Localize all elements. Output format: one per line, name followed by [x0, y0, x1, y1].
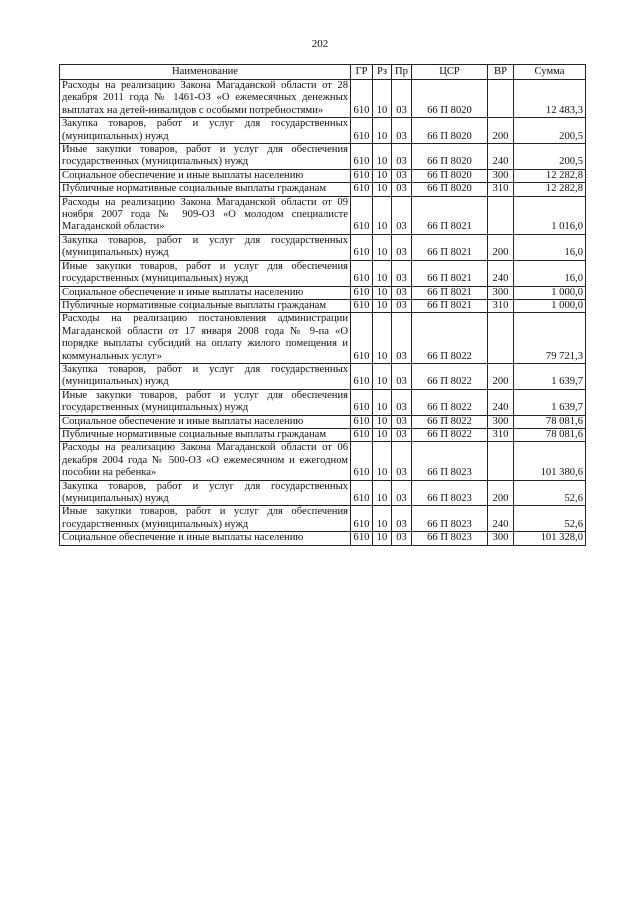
cell-rz: 10	[373, 480, 392, 506]
cell-sum: 101 380,6	[514, 442, 586, 480]
cell-vr: 300	[488, 286, 514, 299]
table-row	[60, 480, 586, 506]
cell-pr: 03	[392, 313, 412, 364]
cell-sum: 79 721,3	[514, 313, 586, 364]
header-rz: Рз	[373, 65, 392, 80]
cell-vr	[488, 80, 514, 118]
table-header-row	[60, 65, 586, 80]
cell-pr: 03	[392, 532, 412, 545]
cell-rz: 10	[373, 80, 392, 118]
cell-gr: 610	[351, 169, 373, 182]
cell-pr: 03	[392, 506, 412, 532]
cell-rz: 10	[373, 169, 392, 182]
cell-vr: 200	[488, 234, 514, 260]
table-row	[60, 313, 586, 364]
cell-csr: 66 П 8023	[412, 532, 488, 545]
cell-pr: 03	[392, 415, 412, 428]
cell-rz: 10	[373, 286, 392, 299]
cell-sum: 78 081,6	[514, 428, 586, 441]
header-vr: ВР	[488, 65, 514, 80]
cell-sum: 200,5	[514, 118, 586, 144]
table-row	[60, 80, 586, 118]
table-row	[60, 196, 586, 234]
table-row	[60, 234, 586, 260]
cell-csr: 66 П 8022	[412, 389, 488, 415]
cell-gr: 610	[351, 234, 373, 260]
cell-csr: 66 П 8021	[412, 299, 488, 312]
cell-vr: 240	[488, 260, 514, 286]
cell-sum: 101 328,0	[514, 532, 586, 545]
cell-gr: 610	[351, 196, 373, 234]
cell-name: Публичные нормативные социальные выплаты гражданам	[60, 299, 351, 312]
cell-sum: 1 639,7	[514, 389, 586, 415]
cell-rz: 10	[373, 234, 392, 260]
cell-gr: 610	[351, 442, 373, 480]
table-row	[60, 442, 586, 480]
cell-sum: 12 483,3	[514, 80, 586, 118]
header-gr: ГР	[351, 65, 373, 80]
cell-rz: 10	[373, 415, 392, 428]
table-row	[60, 506, 586, 532]
cell-csr: 66 П 8023	[412, 480, 488, 506]
cell-name: Расходы на реализацию Закона Магаданской области от 06 декабря 2004 года № 500-ОЗ «О ежемесячном и ежегодном пособии на ребенка»	[60, 442, 351, 480]
cell-csr: 66 П 8020	[412, 169, 488, 182]
table-row	[60, 169, 586, 182]
cell-sum: 12 282,8	[514, 169, 586, 182]
cell-rz: 10	[373, 118, 392, 144]
cell-name: Расходы на реализацию Закона Магаданской области от 28 декабря 2011 года № 1461-ОЗ «О ежемесячных денежных выплатах на детей-инвалидов с особыми потребностями»	[60, 80, 351, 118]
cell-gr: 610	[351, 363, 373, 389]
cell-vr: 310	[488, 183, 514, 196]
cell-sum: 1 000,0	[514, 299, 586, 312]
cell-sum: 52,6	[514, 506, 586, 532]
cell-csr: 66 П 8020	[412, 80, 488, 118]
cell-sum: 16,0	[514, 260, 586, 286]
cell-name: Социальное обеспечение и иные выплаты населению	[60, 532, 351, 545]
table-row	[60, 363, 586, 389]
cell-pr: 03	[392, 118, 412, 144]
cell-pr: 03	[392, 196, 412, 234]
table-row	[60, 532, 586, 545]
cell-csr: 66 П 8021	[412, 196, 488, 234]
table-row	[60, 389, 586, 415]
table-row	[60, 415, 586, 428]
cell-vr: 310	[488, 428, 514, 441]
cell-gr: 610	[351, 428, 373, 441]
cell-pr: 03	[392, 442, 412, 480]
cell-sum: 52,6	[514, 480, 586, 506]
cell-sum: 1 000,0	[514, 286, 586, 299]
cell-name: Закупка товаров, работ и услуг для государственных (муниципальных) нужд	[60, 118, 351, 144]
cell-rz: 10	[373, 428, 392, 441]
cell-gr: 610	[351, 144, 373, 170]
cell-vr: 300	[488, 415, 514, 428]
cell-vr	[488, 313, 514, 364]
cell-vr: 200	[488, 118, 514, 144]
cell-name: Социальное обеспечение и иные выплаты населению	[60, 415, 351, 428]
header-name: Наименование	[60, 65, 351, 80]
cell-csr: 66 П 8021	[412, 234, 488, 260]
cell-name: Иные закупки товаров, работ и услуг для обеспечения государственных (муниципальных) нужд	[60, 389, 351, 415]
cell-rz: 10	[373, 183, 392, 196]
cell-vr: 240	[488, 506, 514, 532]
header-pr: Пр	[392, 65, 412, 80]
cell-vr	[488, 196, 514, 234]
cell-rz: 10	[373, 532, 392, 545]
cell-sum: 200,5	[514, 144, 586, 170]
cell-rz: 10	[373, 506, 392, 532]
cell-gr: 610	[351, 286, 373, 299]
cell-rz: 10	[373, 363, 392, 389]
cell-vr: 240	[488, 144, 514, 170]
cell-rz: 10	[373, 144, 392, 170]
table-row	[60, 144, 586, 170]
cell-vr: 300	[488, 532, 514, 545]
cell-rz: 10	[373, 196, 392, 234]
cell-sum: 1 639,7	[514, 363, 586, 389]
cell-vr	[488, 442, 514, 480]
cell-csr: 66 П 8021	[412, 286, 488, 299]
cell-rz: 10	[373, 313, 392, 364]
cell-csr: 66 П 8023	[412, 442, 488, 480]
table-row	[60, 183, 586, 196]
cell-pr: 03	[392, 363, 412, 389]
cell-name: Закупка товаров, работ и услуг для государственных (муниципальных) нужд	[60, 480, 351, 506]
cell-pr: 03	[392, 299, 412, 312]
cell-name: Расходы на реализацию постановления администрации Магаданской области от 17 января 2008 года № 9-па «О порядке выплаты субсидий на оплату жилого помещения и коммунальных услуг»	[60, 313, 351, 364]
cell-csr: 66 П 8022	[412, 428, 488, 441]
budget-table	[59, 64, 586, 546]
cell-name: Социальное обеспечение и иные выплаты населению	[60, 286, 351, 299]
cell-gr: 610	[351, 299, 373, 312]
cell-name: Публичные нормативные социальные выплаты гражданам	[60, 183, 351, 196]
cell-vr: 200	[488, 480, 514, 506]
cell-pr: 03	[392, 234, 412, 260]
cell-name: Иные закупки товаров, работ и услуг для обеспечения государственных (муниципальных) нужд	[60, 260, 351, 286]
cell-pr: 03	[392, 480, 412, 506]
cell-gr: 610	[351, 532, 373, 545]
cell-csr: 66 П 8023	[412, 506, 488, 532]
cell-vr: 240	[488, 389, 514, 415]
cell-gr: 610	[351, 480, 373, 506]
cell-name: Публичные нормативные социальные выплаты гражданам	[60, 428, 351, 441]
cell-gr: 610	[351, 183, 373, 196]
cell-pr: 03	[392, 80, 412, 118]
cell-gr: 610	[351, 260, 373, 286]
cell-csr: 66 П 8020	[412, 118, 488, 144]
cell-name: Расходы на реализацию Закона Магаданской области от 09 ноября 2007 года № 909-ОЗ «О молодом специалисте Магаданской области»	[60, 196, 351, 234]
cell-name: Закупка товаров, работ и услуг для государственных (муниципальных) нужд	[60, 363, 351, 389]
cell-pr: 03	[392, 389, 412, 415]
cell-pr: 03	[392, 286, 412, 299]
cell-csr: 66 П 8020	[412, 144, 488, 170]
cell-vr: 200	[488, 363, 514, 389]
cell-gr: 610	[351, 80, 373, 118]
cell-csr: 66 П 8022	[412, 415, 488, 428]
table-row	[60, 428, 586, 441]
cell-vr: 300	[488, 169, 514, 182]
cell-csr: 66 П 8020	[412, 183, 488, 196]
cell-rz: 10	[373, 389, 392, 415]
table-row	[60, 299, 586, 312]
cell-rz: 10	[373, 442, 392, 480]
cell-sum: 1 016,0	[514, 196, 586, 234]
cell-name: Иные закупки товаров, работ и услуг для обеспечения государственных (муниципальных) нужд	[60, 506, 351, 532]
header-sum: Сумма	[514, 65, 586, 80]
table-row	[60, 118, 586, 144]
cell-rz: 10	[373, 299, 392, 312]
page-number: 202	[311, 38, 329, 50]
table-body	[60, 80, 586, 546]
cell-gr: 610	[351, 506, 373, 532]
cell-gr: 610	[351, 415, 373, 428]
cell-name: Иные закупки товаров, работ и услуг для обеспечения государственных (муниципальных) нужд	[60, 144, 351, 170]
table-row	[60, 286, 586, 299]
cell-pr: 03	[392, 144, 412, 170]
cell-csr: 66 П 8022	[412, 313, 488, 364]
cell-csr: 66 П 8022	[412, 363, 488, 389]
cell-pr: 03	[392, 169, 412, 182]
cell-gr: 610	[351, 118, 373, 144]
cell-sum: 12 282,8	[514, 183, 586, 196]
cell-gr: 610	[351, 389, 373, 415]
cell-csr: 66 П 8021	[412, 260, 488, 286]
cell-rz: 10	[373, 260, 392, 286]
cell-name: Социальное обеспечение и иные выплаты населению	[60, 169, 351, 182]
cell-pr: 03	[392, 183, 412, 196]
cell-pr: 03	[392, 428, 412, 441]
cell-name: Закупка товаров, работ и услуг для государственных (муниципальных) нужд	[60, 234, 351, 260]
cell-gr: 610	[351, 313, 373, 364]
cell-sum: 78 081,6	[514, 415, 586, 428]
cell-vr: 310	[488, 299, 514, 312]
cell-pr: 03	[392, 260, 412, 286]
cell-sum: 16,0	[514, 234, 586, 260]
header-csr: ЦСР	[412, 65, 488, 80]
table-row	[60, 260, 586, 286]
